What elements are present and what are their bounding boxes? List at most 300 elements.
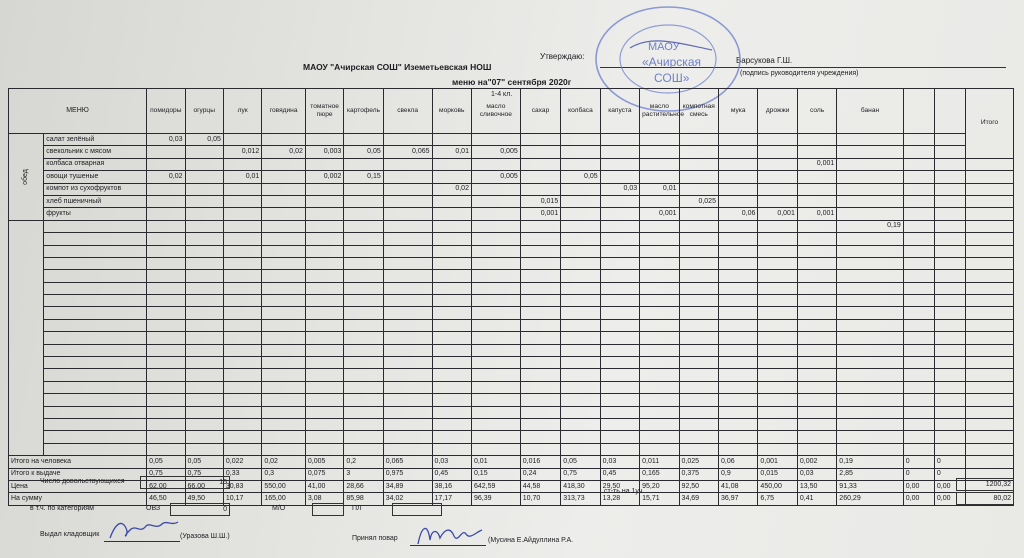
table-cell: [520, 134, 560, 146]
table-cell: [432, 220, 471, 232]
table-cell: [837, 208, 903, 220]
table-cell: 0,15: [344, 171, 383, 183]
table-cell: [837, 381, 903, 393]
table-cell: 0,001: [758, 208, 797, 220]
table-cell: [147, 295, 185, 307]
table-cell: [305, 158, 343, 170]
table-cell: [561, 344, 600, 356]
table-cell: [934, 431, 965, 443]
totals-cell: 0,00: [903, 493, 934, 505]
table-cell: [44, 418, 147, 430]
table-cell: [383, 332, 432, 344]
table-row: [9, 220, 1014, 232]
table-cell: [383, 381, 432, 393]
table-cell: [185, 158, 223, 170]
table-cell: [561, 233, 600, 245]
table-cell: [561, 319, 600, 331]
table-cell: [223, 208, 261, 220]
table-cell: [679, 394, 718, 406]
table-cell: [640, 233, 679, 245]
table-cell: [640, 257, 679, 269]
table-cell: [44, 319, 147, 331]
table-cell: [797, 307, 836, 319]
table-cell: [797, 443, 836, 455]
table-row: [9, 307, 1014, 319]
totals-cell: 550,00: [262, 480, 306, 492]
table-cell: [147, 208, 185, 220]
table-row: [9, 158, 1014, 170]
table-cell: [223, 406, 261, 418]
totals-cell: 96,39: [471, 493, 520, 505]
table-cell: [471, 282, 520, 294]
table-cell: [797, 295, 836, 307]
table-cell: [758, 381, 797, 393]
table-row: [9, 381, 1014, 393]
table-cell: [383, 443, 432, 455]
table-cell: [185, 381, 223, 393]
totals-cell: 0,75: [147, 468, 185, 480]
table-row: [9, 282, 1014, 294]
table-cell: [837, 158, 903, 170]
table-cell: [44, 307, 147, 319]
table-cell: [600, 220, 639, 232]
table-cell: [679, 146, 718, 158]
table-cell: [718, 183, 757, 195]
table-cell: [262, 158, 306, 170]
table-cell: [344, 158, 383, 170]
column-header: картофель: [344, 89, 383, 134]
table-cell: [432, 307, 471, 319]
table-cell: [262, 307, 306, 319]
totals-cell: 0,975: [383, 468, 432, 480]
table-cell: [934, 257, 965, 269]
table-cell: [966, 418, 1014, 430]
table-cell: [520, 332, 560, 344]
table-cell: [561, 245, 600, 257]
table-cell: [262, 344, 306, 356]
table-cell: [640, 443, 679, 455]
table-cell: [903, 394, 934, 406]
totals-cell: 92,50: [679, 480, 718, 492]
table-row: [9, 357, 1014, 369]
table-cell: [640, 394, 679, 406]
table-cell: [432, 381, 471, 393]
pl-box: [392, 503, 442, 516]
totals-cell: 418,30: [561, 480, 600, 492]
table-cell: [600, 233, 639, 245]
totals-cell: 450,00: [758, 480, 797, 492]
totals-cell: 0,05: [561, 456, 600, 468]
table-cell: [262, 443, 306, 455]
table-cell: [561, 381, 600, 393]
table-cell: [758, 146, 797, 158]
table-cell: [903, 307, 934, 319]
table-cell: [305, 295, 343, 307]
table-cell: 0,02: [147, 171, 185, 183]
table-cell: 0,065: [383, 146, 432, 158]
table-cell: [718, 257, 757, 269]
table-cell: [600, 418, 639, 430]
table-cell: [185, 406, 223, 418]
table-cell: [520, 381, 560, 393]
table-cell: [966, 270, 1014, 282]
table-cell: [383, 233, 432, 245]
table-cell: [797, 431, 836, 443]
table-cell: [679, 134, 718, 146]
table-cell: [262, 369, 306, 381]
table-cell: [600, 394, 639, 406]
totals-cell: 6,75: [758, 493, 797, 505]
table-cell: 0,01: [640, 183, 679, 195]
table-cell: [262, 183, 306, 195]
table-cell: [147, 406, 185, 418]
table-cell: [561, 431, 600, 443]
table-cell: [718, 369, 757, 381]
table-row: [9, 183, 1014, 195]
table-cell: [305, 233, 343, 245]
school-title: МАОУ "Ачирская СОШ" Иземетьевская НОШ: [303, 62, 492, 72]
totals-cell: 0,00: [934, 493, 965, 505]
table-cell: [903, 146, 934, 158]
column-header: компотная смесь: [679, 89, 718, 134]
column-header: огурцы: [185, 89, 223, 134]
table-cell: [471, 134, 520, 146]
table-cell: [561, 394, 600, 406]
table-cell: [758, 195, 797, 207]
totals-cell: 44,58: [520, 480, 560, 492]
totals-row: [9, 493, 1014, 505]
table-cell: [305, 282, 343, 294]
table-cell: [561, 220, 600, 232]
table-cell: [640, 171, 679, 183]
table-cell: [561, 418, 600, 430]
table-row: [9, 344, 1014, 356]
table-cell: [679, 344, 718, 356]
total-sum: 1200,32: [985, 481, 1011, 488]
table-cell: [600, 257, 639, 269]
column-header: дрожжи: [758, 89, 797, 134]
table-cell: [262, 270, 306, 282]
table-cell: [934, 369, 965, 381]
table-cell: [344, 357, 383, 369]
table-cell: [758, 394, 797, 406]
table-cell: [718, 195, 757, 207]
table-cell: [432, 344, 471, 356]
table-cell: [432, 394, 471, 406]
table-cell: [520, 431, 560, 443]
table-cell: [966, 245, 1014, 257]
table-cell: [147, 245, 185, 257]
table-cell: [344, 307, 383, 319]
table-cell: [262, 171, 306, 183]
table-cell: [934, 332, 965, 344]
table-cell: [471, 307, 520, 319]
table-cell: [432, 418, 471, 430]
table-cell: [383, 257, 432, 269]
stamp-line-3: СОШ»: [654, 71, 690, 85]
table-cell: [679, 282, 718, 294]
table-cell: [185, 394, 223, 406]
itogo-header: Итого: [966, 89, 1014, 159]
ovz-label: ОВЗ: [146, 505, 161, 512]
totals-cell: 260,29: [837, 493, 903, 505]
table-cell: [966, 394, 1014, 406]
table-cell: 0,001: [797, 208, 836, 220]
table-cell: [471, 418, 520, 430]
table-cell: 0,05: [344, 146, 383, 158]
totals-cell: [966, 456, 1014, 468]
table-cell: [383, 134, 432, 146]
table-cell: [305, 431, 343, 443]
table-cell: 0,02: [432, 183, 471, 195]
table-cell: [934, 307, 965, 319]
table-cell: [837, 418, 903, 430]
table-cell: [432, 369, 471, 381]
table-cell: [147, 369, 185, 381]
stamp-line-2: «Ачирская: [642, 55, 701, 69]
table-cell: [837, 319, 903, 331]
table-cell: [262, 282, 306, 294]
table-cell: [679, 406, 718, 418]
table-cell: [471, 270, 520, 282]
table-cell: [383, 282, 432, 294]
table-cell: [344, 418, 383, 430]
table-cell: 0,025: [679, 195, 718, 207]
table-cell: [383, 369, 432, 381]
table-cell: [640, 319, 679, 331]
approver-name: Барсукова Г.Ш.: [736, 56, 793, 65]
table-cell: [934, 158, 965, 170]
table-cell: [471, 443, 520, 455]
table-cell: [679, 233, 718, 245]
table-cell: [934, 394, 965, 406]
table-cell: [934, 233, 965, 245]
table-cell: [934, 146, 965, 158]
table-cell: [44, 357, 147, 369]
totals-cell: 0,022: [223, 456, 261, 468]
table-cell: [561, 208, 600, 220]
table-cell: [471, 257, 520, 269]
table-row: [9, 257, 1014, 269]
table-cell: [903, 195, 934, 207]
table-cell: [432, 134, 471, 146]
totals-cell: 41,00: [305, 480, 343, 492]
table-cell: [223, 195, 261, 207]
table-row: [9, 295, 1014, 307]
totals-cell: 62,00: [147, 480, 185, 492]
table-cell: [903, 418, 934, 430]
table-cell: [679, 270, 718, 282]
dish-name: хлеб пшеничный: [44, 195, 147, 207]
table-cell: [520, 282, 560, 294]
table-cell: [600, 171, 639, 183]
totals-cell: 0,9: [718, 468, 757, 480]
table-cell: 0,001: [640, 208, 679, 220]
side-cell: [9, 220, 44, 455]
table-cell: [185, 307, 223, 319]
totals-cell: 30,83: [223, 480, 261, 492]
table-cell: [432, 158, 471, 170]
table-cell: [383, 344, 432, 356]
table-cell: [344, 208, 383, 220]
totals-cell: 0,75: [185, 468, 223, 480]
table-cell: [966, 369, 1014, 381]
totals-cell: 0,2: [344, 456, 383, 468]
table-cell: [44, 233, 147, 245]
ovz-value: 0: [223, 506, 227, 513]
table-cell: [640, 295, 679, 307]
table-cell: [432, 233, 471, 245]
column-header: лук: [223, 89, 261, 134]
table-cell: [383, 319, 432, 331]
table-cell: 0,001: [797, 158, 836, 170]
dish-name: овощи тушеные: [44, 171, 147, 183]
table-cell: [758, 443, 797, 455]
table-cell: [432, 295, 471, 307]
table-cell: [520, 295, 560, 307]
table-cell: [305, 134, 343, 146]
totals-cell: 17,17: [432, 493, 471, 505]
table-cell: [903, 233, 934, 245]
table-cell: [837, 295, 903, 307]
table-cell: [185, 332, 223, 344]
totals-cell: 0,33: [223, 468, 261, 480]
totals-cell: 29,50: [600, 480, 639, 492]
table-cell: [837, 270, 903, 282]
table-cell: [344, 183, 383, 195]
table-cell: [903, 134, 934, 146]
mo-box: [312, 503, 344, 516]
totals-cell: 0,075: [305, 468, 343, 480]
table-cell: [797, 183, 836, 195]
table-cell: [718, 134, 757, 146]
table-cell: [640, 369, 679, 381]
table-cell: 0,005: [471, 171, 520, 183]
table-cell: [758, 220, 797, 232]
table-cell: [223, 357, 261, 369]
table-cell: [640, 344, 679, 356]
totals-cell: 0,002: [797, 456, 836, 468]
table-cell: [966, 332, 1014, 344]
totals-cell: 0,005: [305, 456, 343, 468]
table-cell: [837, 183, 903, 195]
count-label: Число довольствующихся: [40, 478, 125, 485]
totals-cell: 0,3: [262, 468, 306, 480]
table-cell: [640, 307, 679, 319]
table-cell: [758, 307, 797, 319]
table-cell: [344, 369, 383, 381]
table-cell: [679, 257, 718, 269]
table-cell: [383, 158, 432, 170]
grade: 1-4 кл.: [491, 91, 513, 98]
table-cell: [758, 295, 797, 307]
ovz-box: [170, 503, 230, 516]
table-cell: [837, 307, 903, 319]
totals-cell: 0,001: [758, 456, 797, 468]
table-cell: [185, 319, 223, 331]
table-row: [9, 394, 1014, 406]
table-cell: [383, 418, 432, 430]
table-cell: [432, 443, 471, 455]
table-cell: [758, 171, 797, 183]
table-cell: [718, 146, 757, 158]
table-cell: [223, 369, 261, 381]
table-cell: [471, 183, 520, 195]
table-cell: [147, 319, 185, 331]
totals-cell: 0,45: [600, 468, 639, 480]
totals-cell: 165,00: [262, 493, 306, 505]
table-cell: [797, 357, 836, 369]
table-cell: [432, 332, 471, 344]
table-cell: [223, 443, 261, 455]
table-cell: [934, 134, 965, 146]
table-cell: [262, 195, 306, 207]
column-header: капуста: [600, 89, 639, 134]
totals-cell: 13,50: [797, 480, 836, 492]
table-cell: [966, 431, 1014, 443]
table-cell: [640, 220, 679, 232]
table-cell: [185, 369, 223, 381]
table-cell: [837, 394, 903, 406]
dish-name: [44, 220, 147, 232]
table-cell: [44, 295, 147, 307]
table-cell: [797, 332, 836, 344]
table-cell: [966, 357, 1014, 369]
table-cell: [903, 171, 934, 183]
totals-cell: 0,165: [640, 468, 679, 480]
table-cell: [758, 369, 797, 381]
table-cell: [344, 270, 383, 282]
approve-label: Утверждаю:: [540, 52, 585, 61]
table-cell: [520, 183, 560, 195]
totals-cell: 0,02: [262, 456, 306, 468]
categories-label: в т.ч. по категориям: [30, 505, 94, 512]
table-cell: [262, 357, 306, 369]
storekeeper-name: (Уразова Ш.Ш.): [180, 533, 230, 540]
table-cell: [600, 369, 639, 381]
table-cell: [185, 171, 223, 183]
table-cell: [600, 332, 639, 344]
table-cell: [471, 195, 520, 207]
table-cell: [679, 158, 718, 170]
table-cell: [44, 381, 147, 393]
table-cell: [305, 394, 343, 406]
table-cell: [966, 344, 1014, 356]
table-row: [9, 171, 1014, 183]
table-cell: [520, 357, 560, 369]
table-cell: [797, 381, 836, 393]
table-cell: [903, 183, 934, 195]
table-cell: [305, 270, 343, 282]
table-row: [9, 233, 1014, 245]
table-cell: [837, 332, 903, 344]
table-cell: [966, 208, 1014, 220]
table-cell: 0,01: [223, 171, 261, 183]
totals-cell: 2,85: [837, 468, 903, 480]
table-cell: [718, 344, 757, 356]
table-cell: [758, 418, 797, 430]
table-cell: [758, 257, 797, 269]
table-cell: [432, 431, 471, 443]
totals-cell: 13,28: [600, 493, 639, 505]
table-cell: [471, 295, 520, 307]
table-cell: [432, 257, 471, 269]
table-cell: [903, 319, 934, 331]
table-cell: [640, 282, 679, 294]
table-cell: [718, 282, 757, 294]
table-cell: [600, 431, 639, 443]
table-cell: [640, 332, 679, 344]
